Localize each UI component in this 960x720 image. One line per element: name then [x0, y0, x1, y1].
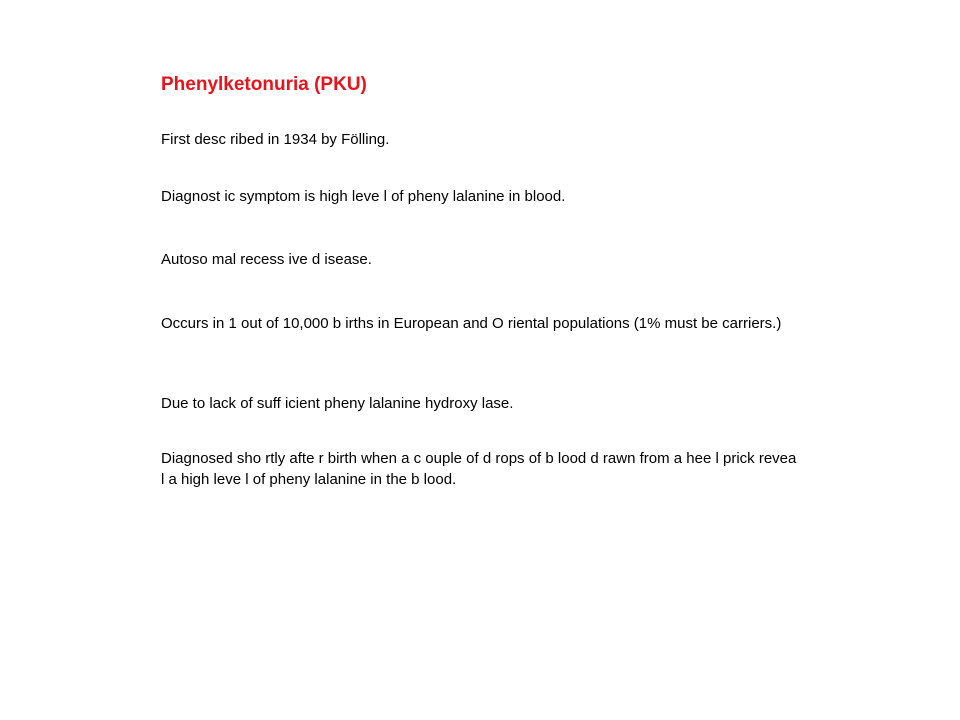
paragraph-inheritance: Autoso mal recess ive d isease.: [161, 251, 372, 268]
paragraph-occurrence: Occurs in 1 out of 10,000 b irths in European and O riental populations (1% must be carriers.): [161, 315, 782, 332]
paragraph-first-described: First desc ribed in 1934 by Fölling.: [161, 131, 390, 148]
slide-title: Phenylketonuria (PKU): [161, 74, 367, 95]
paragraph-cause: Due to lack of suff icient pheny lalanine hydroxy lase.: [161, 395, 514, 412]
paragraph-diagnostic-symptom: Diagnost ic symptom is high leve l of pheny lalanine in blood.: [161, 188, 566, 205]
paragraph-diagnosis: Diagnosed sho rtly afte r birth when a c ouple of d rops of b lood d rawn from a hee l prick revea l a high leve l of pheny lalanine in the b lood.: [161, 450, 797, 488]
